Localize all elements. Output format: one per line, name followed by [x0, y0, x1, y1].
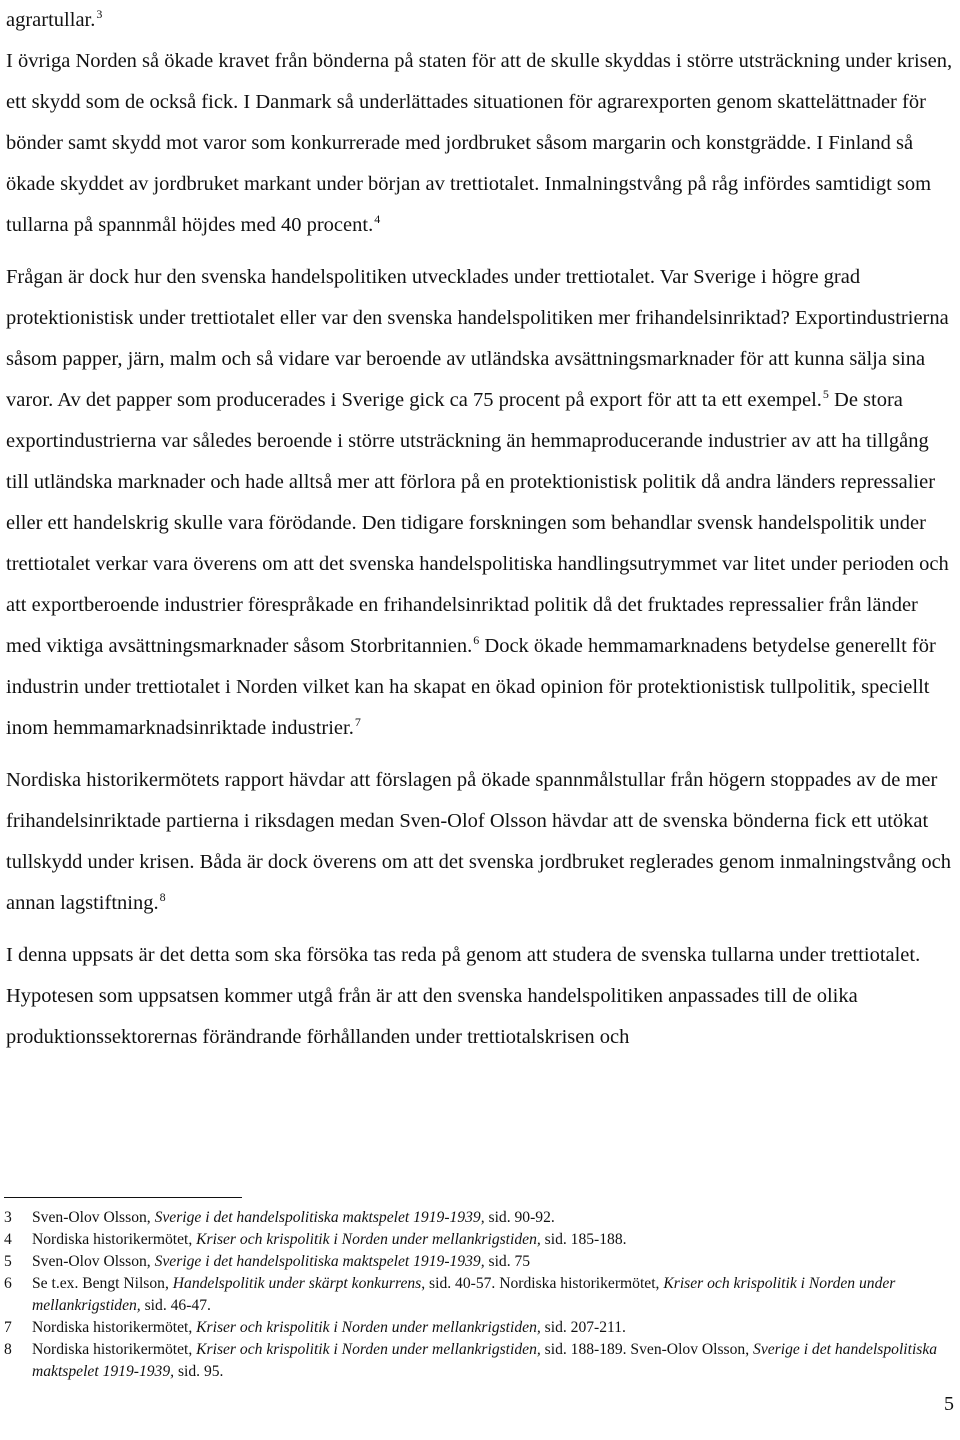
- footnote-number: 3: [4, 1209, 12, 1226]
- footnote-text: sid. 188-189. Sven-Olov Olsson,: [540, 1341, 754, 1358]
- footnote: [4, 1273, 950, 1317]
- footnote: [4, 1317, 950, 1339]
- footnote-ref: 8: [159, 890, 166, 905]
- footnote-title: Kriser och krispolitik i Norden under mellankrigstiden,: [196, 1341, 541, 1358]
- footnote-text: Nordiska historikermötet,: [32, 1341, 197, 1358]
- paragraph-text: Dock ökade hemmamarknadens betydelse generellt för industrin under trettiotalet i Norden vilket kan ha skapat en ökad opinion för protektionistisk tullpolitik, speciellt inom hemmamarknadsinriktade industrier.: [6, 635, 936, 739]
- footnote-text: sid. 90-92.: [484, 1209, 555, 1226]
- footnote-ref: 7: [354, 715, 361, 730]
- footnote-text: Nordiska historikermötet,: [32, 1319, 197, 1336]
- paragraph-text: Nordiska historikermötets rapport hävdar att förslagen på ökade spannmålstullar från högern stoppades av de mer frihandelsinriktade partierna i riksdagen medan Sven-Olof Olsson hävdar att de svenska bönderna fick ett utökat tullskydd under krisen. Båda är dock överens om att det svenska jordbruket reglerades genom inmalningstvång och annan lagstiftning.: [6, 769, 952, 914]
- footnote-title: Sverige i det handelspolitiska maktspelet 1919-1939,: [32, 1341, 938, 1380]
- paragraph-1: [6, 41, 954, 246]
- footnote-title: Handelspolitik under skärpt konkurrens: [172, 1275, 422, 1292]
- footnote: [4, 1251, 950, 1273]
- paragraph-text: De stora exportindustrierna var således beroende i större utsträckning än hemmaproducerande industrier av att ha tillgång till utländska marknader och hade alltså mer att förlora på en protektionistisk politik då andra länders repressalier eller ett handelskrig skulle vara förödande. Den tidigare forskningen som behandlar svensk handelspolitik under trettiotalet verkar vara överens om att det svenska handelspolitiska handlingsutrymmet var litet under perioden och att exportberoende industrier förespråkade en frihandelsinriktad politik då det fruktades repressalier från länder med viktiga avsättningsmarknader såsom Storbritannien.: [6, 389, 949, 657]
- page-number: 5: [944, 1393, 954, 1415]
- footnote-number: 6: [4, 1275, 12, 1292]
- footnote-text: , sid. 40-57. Nordiska historikermötet,: [421, 1275, 664, 1292]
- paragraph-0: [6, 0, 954, 41]
- body-text: [6, 0, 954, 1058]
- footnote-title: Kriser och krispolitik i Norden under mellankrigstiden,: [196, 1231, 541, 1248]
- footnote-title: Kriser och krispolitik i Norden under mellankrigstiden,: [196, 1319, 541, 1336]
- footnote-title: Sverige i det handelspolitiska maktspelet 1919-1939,: [154, 1253, 485, 1270]
- footnote-text: Sven-Olov Olsson,: [32, 1209, 155, 1226]
- footnote-number: 4: [4, 1231, 12, 1248]
- footnote-text: Se t.ex. Bengt Nilson,: [32, 1275, 173, 1292]
- footnote-text: Nordiska historikermötet,: [32, 1231, 197, 1248]
- footnote: [4, 1207, 950, 1229]
- paragraph-text: agrartullar.: [6, 9, 96, 31]
- footnote-ref: 6: [473, 633, 480, 648]
- footnote-ref: 4: [374, 212, 381, 227]
- footnote-text: Sven-Olov Olsson,: [32, 1253, 155, 1270]
- footnote-text: sid. 95.: [174, 1363, 224, 1380]
- footnote-text: sid. 46-47.: [140, 1297, 211, 1314]
- footnotes: [4, 1207, 950, 1383]
- footnote-number: 7: [4, 1319, 12, 1336]
- paragraph-4: [6, 935, 954, 1058]
- footnote-title: Kriser och krispolitik i Norden under mellankrigstiden,: [32, 1275, 896, 1314]
- footnote: [4, 1229, 950, 1251]
- footnote-text: sid. 75: [484, 1253, 531, 1270]
- paragraph-text: I denna uppsats är det detta som ska försöka tas reda på genom att studera de svenska tullarna under trettiotalet. Hypotesen som uppsatsen kommer utgå från är att den svenska handelspolitiken anpassades till de olika produktionssektorernas förändrande förhållanden under trettiotalskrisen och: [6, 944, 921, 1048]
- paragraph-3: [6, 760, 954, 924]
- footnote-number: 8: [4, 1341, 12, 1358]
- footnote-text: sid. 207-211.: [540, 1319, 626, 1336]
- footnote-title: Sverige i det handelspolitiska maktspelet 1919-1939,: [154, 1209, 485, 1226]
- footnote-divider: [4, 1197, 242, 1198]
- paragraph-2: [6, 257, 954, 749]
- footnote-text: sid. 185-188.: [540, 1231, 627, 1248]
- footnote-ref: 5: [822, 387, 829, 402]
- paragraph-text: Frågan är dock hur den svenska handelspolitiken utvecklades under trettiotalet. Var Sverige i högre grad protektionistisk under trettiotalet eller var den svenska handelspolitiken mer frihandelsinriktad? Exportindustrierna såsom papper, järn, malm och så vidare var beroende av utländska avsättningsmarknader för att kunna sälja sina varor. Av det papper som producerades i Sverige gick ca 75 procent på export för att ta ett exempel.: [6, 266, 949, 411]
- footnote: [4, 1339, 950, 1383]
- paragraph-text: I övriga Norden så ökade kravet från bönderna på staten för att de skulle skyddas i större utsträckning under krisen, ett skydd som de också fick. I Danmark så underlättades situationen för agrarexporten genom skattelättnader för bönder samt skydd mot varor som konkurrerade med jordbruket såsom margarin och konstgrädde. I Finland så ökade skyddet av jordbruket markant under början av trettiotalet. Inmalningstvång på råg infördes samtidigt som tullarna på spannmål höjdes med 40 procent.: [6, 50, 953, 236]
- footnote-number: 5: [4, 1253, 12, 1270]
- footnote-ref: 3: [96, 7, 103, 22]
